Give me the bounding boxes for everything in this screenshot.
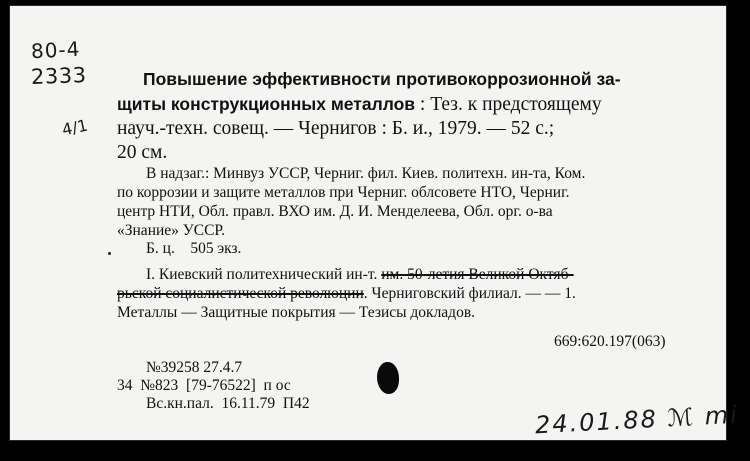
nadzag-line-1: В надзаг.: Минвуз УССР, Черниг. фил. Киев. политехн. ин-та, Ком.	[146, 165, 586, 182]
title-line-2	[117, 92, 602, 117]
book-chamber-line: Вс.кн.пал. 16.11.79 П42	[146, 395, 310, 412]
handwritten-side-note: 4/1	[60, 115, 90, 140]
handwritten-shelf-number: 2333	[30, 63, 87, 89]
nadzag-line-3: центр НТИ, Обл. правл. ВХО им. Д. И. Менделеева, Обл. орг. о-ва	[117, 203, 553, 220]
title-rest-2: : Тез. к предстоящему	[415, 94, 602, 115]
nadzag-line-2: по коррозии и защите металлов при Черниг. облсовете НТО, Черниг.	[117, 184, 570, 201]
ink-dot	[108, 252, 111, 255]
handwritten-shelf-code: 80-4	[30, 36, 81, 64]
udc-code: 669:620.197(063)	[554, 333, 666, 350]
registration-number: №39258 27.4.7	[146, 359, 243, 376]
catalog-card	[10, 6, 740, 440]
ink-blot	[377, 362, 399, 394]
price-line: Б. ц. 505 экз.	[146, 240, 242, 257]
entry-2-text: . Черниговский филиал. — — 1.	[363, 285, 576, 302]
entry-2-strikethrough: рьской социалистической революции	[117, 285, 364, 302]
entry-line-1	[146, 265, 574, 284]
imprint-line: науч.-техн. совещ. — Чернигов : Б. и., 1979. — 52 с.;	[117, 118, 555, 139]
entry-1-text: I. Киевский политехнический ин-т.	[146, 266, 382, 283]
title-bold-1: Повышение эффективности противокоррозионной за-	[143, 69, 621, 89]
title-line-1	[143, 67, 621, 92]
order-number: 34 №823 [79-76522] п ос	[117, 377, 291, 394]
entry-line-2	[117, 284, 576, 303]
nadzag-line-4: «Знание» УССР.	[117, 222, 225, 239]
dimensions-line: 20 см.	[117, 142, 168, 163]
entry-1-strikethrough: им. 50-летия Великой Октяб-	[381, 266, 574, 283]
entry-line-3: Металлы — Защитные покрытия — Тезисы докладов.	[117, 304, 476, 321]
title-bold-2: щиты конструкционных металлов	[117, 94, 416, 114]
handwritten-corner-date: 24.01.88 ℳ mi	[534, 400, 740, 440]
